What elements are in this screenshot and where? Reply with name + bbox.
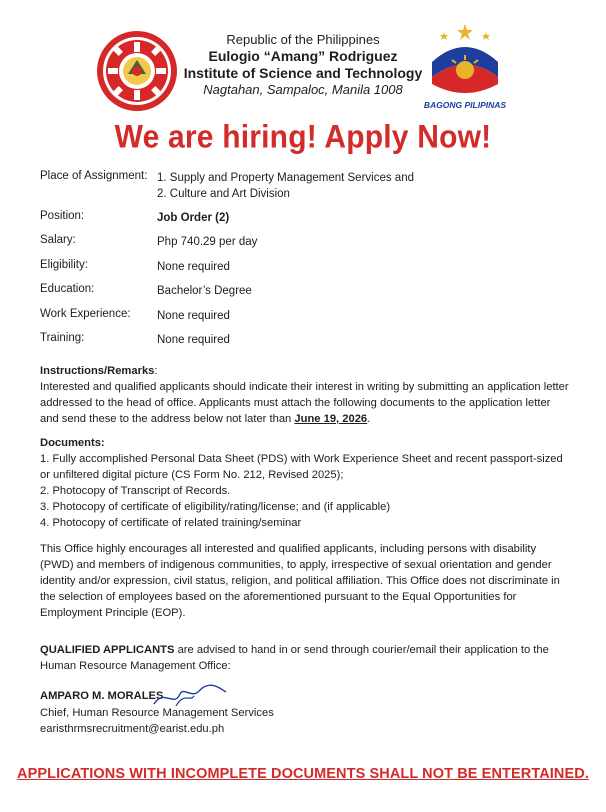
incomplete-documents-warning: APPLICATIONS WITH INCOMPLETE DOCUMENTS SHALL NOT BE ENTERTAINED. xyxy=(17,766,589,782)
instructions-heading-line xyxy=(40,363,570,379)
document-item: 3. Photocopy of certificate of eligibility/rating/license; and (if applicable) xyxy=(40,501,391,513)
documents-section xyxy=(40,435,570,531)
qualified-applicants-section xyxy=(40,642,570,674)
instructions-section xyxy=(40,363,570,427)
republic-line: Republic of the Philippines xyxy=(226,32,380,47)
documents-heading: Documents: xyxy=(40,437,105,449)
field-label: Eligibility: xyxy=(40,259,88,271)
qualified-applicants-lead: QUALIFIED APPLICANTS xyxy=(40,644,175,656)
field-value: Php 740.29 per day xyxy=(157,236,258,248)
document-item: 1. Fully accomplished Personal Data Sheet (PDS) with Work Experience Sheet and recent passport-sized or unfiltered digital picture (CS Form No. 212, Revised 2025); xyxy=(40,453,563,481)
institute-name-line2: Institute of Science and Technology xyxy=(183,65,423,81)
signatory-email[interactable]: earisthrmsrecruitment@earist.edu.ph xyxy=(40,723,225,735)
instructions-body: Interested and qualified applicants should indicate their interest in writing by submitting an application letter addressed to the head of office. Applicants must attach the following documents to the application letter and send these to the address below not later than xyxy=(40,381,569,425)
field-value: None required xyxy=(157,334,230,346)
field-value: None required xyxy=(157,310,230,322)
field-label: Education: xyxy=(40,283,95,295)
instructions-text xyxy=(40,379,570,427)
eop-paragraph: This Office highly encourages all interested and qualified applicants, including persons with disability (PWD) and members of indigenous communities, to apply, irrespective of sexual orientation and gender identity and/or expression, civil status, religion, and political affiliation. This Office does not discriminate in the selection of employees based on the aforementioned pursuant to the Equal Opportunities for Employment Principle (EOP). xyxy=(40,543,560,619)
hiring-title: We are hiring! Apply Now! xyxy=(114,119,492,156)
instructions-heading: Instructions/Remarks xyxy=(40,365,155,377)
eop-section xyxy=(40,541,570,621)
field-value: Bachelor’s Degree xyxy=(157,285,252,297)
signatory-name: AMPARO M. MORALES xyxy=(40,690,164,702)
field-value: None required xyxy=(157,261,230,273)
institute-seal-icon xyxy=(96,30,178,112)
field-value xyxy=(157,170,567,202)
instructions-period: . xyxy=(367,413,371,425)
deadline-date: June 19, 2026 xyxy=(294,413,368,425)
bagong-pilipinas-logo xyxy=(422,22,508,114)
institute-name-line1: Eulogio “Amang” Rodriguez xyxy=(208,48,398,64)
field-label: Work Experience: xyxy=(40,308,131,320)
signatory-block xyxy=(40,688,340,738)
institute-address: Nagtahan, Sampaloc, Manila 1008 xyxy=(203,82,403,97)
header xyxy=(0,12,606,112)
field-label: Training: xyxy=(40,332,85,344)
signatory-position: Chief, Human Resource Management Services xyxy=(40,706,274,719)
field-value: Job Order (2) xyxy=(157,212,230,224)
bagong-pilipinas-caption: BAGONG PILIPINAS xyxy=(423,100,507,110)
assignment-line-2: 2. Culture and Art Division xyxy=(157,188,290,200)
document-item: 4. Photocopy of certificate of related training/seminar xyxy=(40,517,302,529)
instructions-heading-colon: : xyxy=(154,365,158,377)
qualified-applicants-rest: are advised to hand in or send through courier/email their application to the Human Resource Management Office: xyxy=(40,644,549,672)
assignment-line-1: 1. Supply and Property Management Services and xyxy=(157,172,414,184)
institution-header xyxy=(180,32,426,98)
document-item: 2. Photocopy of Transcript of Records. xyxy=(40,485,231,497)
qualified-applicants-text xyxy=(40,642,570,674)
field-label: Position: xyxy=(40,210,85,222)
field-label: Salary: xyxy=(40,234,76,246)
field-label: Place of Assignment: xyxy=(40,170,148,182)
signature-mark xyxy=(150,682,230,710)
